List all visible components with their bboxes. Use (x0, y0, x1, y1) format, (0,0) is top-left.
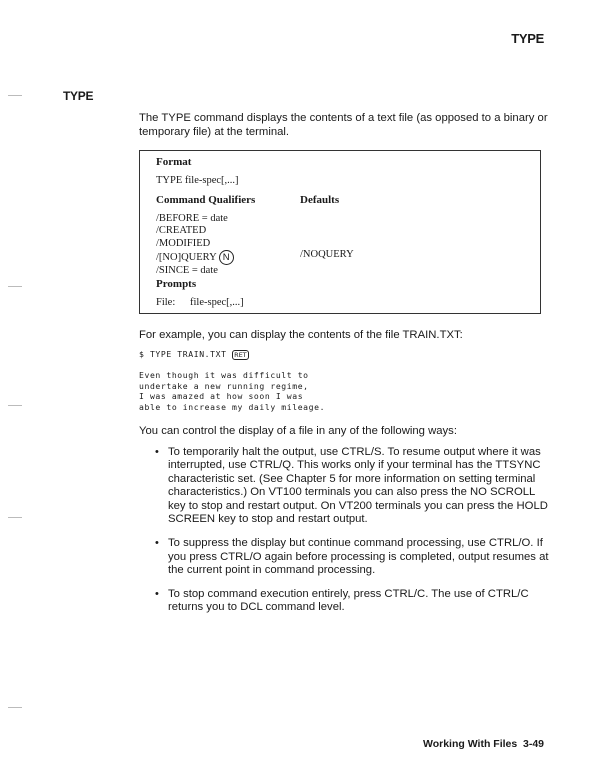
margin-mark (8, 405, 22, 406)
query-key-icon: N (219, 250, 234, 265)
return-key-icon: RET (234, 350, 247, 359)
margin-mark (8, 286, 22, 287)
qualifier-list (156, 213, 234, 277)
example-command-line (139, 349, 249, 360)
qualifier-before: /BEFORE = date (156, 213, 228, 224)
running-head: TYPE (511, 31, 544, 46)
control-intro: You can control the display of a file in any of the following ways: (139, 425, 457, 437)
margin-mark (8, 95, 22, 96)
page-number: 3-49 (523, 738, 545, 750)
output-line: Even though it was difficult to (139, 370, 309, 380)
bullet-item: • To stop command execution entirely, press CTRL/C. The use of CTRL/C returns you to DCL command level. (155, 588, 550, 615)
output-line: I was amazed at how soon I was (139, 391, 304, 402)
query-default: /NOQUERY (300, 249, 354, 260)
example-command: $ TYPE TRAIN.TXT (139, 349, 227, 359)
format-box (139, 150, 541, 314)
section-heading: TYPE (63, 89, 94, 103)
bullet-item: • To suppress the display but continue command processing, use CTRL/O. If you press CTRL/O again before processing is completed, output resumes at the current point in command processing. (155, 537, 550, 577)
margin-mark (8, 517, 22, 518)
prompts-label: Prompts (156, 278, 197, 290)
bullet-item: • To temporarily halt the output, use CTRL/S. To resume output where it was interrupted, use CTRL/Q. This works only if your terminal has the TTSYNC characteristic set. (See Chapter 5 for more information on setting terminal characteristics.) On VT100 terminals you can also press the NO SCROLL key to stop and restart output. On VT200 terminals you can press the HOLD SCREEN key to stop and restart output. (155, 446, 550, 526)
intro-paragraph: The TYPE command displays the contents of a text file (as opposed to a binary or temporary file) at the terminal. (139, 112, 548, 139)
footer-title: Working With Files (423, 738, 518, 750)
format-syntax: TYPE file-spec[,...] (156, 175, 239, 186)
qualifier-modified: /MODIFIED (156, 237, 211, 249)
qualifier-query: /[NO]QUERY (156, 251, 217, 263)
prompt-name: File: (156, 297, 176, 308)
output-line: able to increase my daily mileage. (139, 401, 326, 412)
example-intro: For example, you can display the contents of the file TRAIN.TXT: (139, 329, 463, 341)
qualifier-created: /CREATED (156, 225, 207, 237)
defaults-label: Defaults (300, 194, 340, 206)
qualifiers-label: Command Qualifiers (156, 194, 256, 206)
example-output (139, 370, 325, 412)
output-line: undertake a new running regime, (139, 380, 309, 391)
qualifier-since: /SINCE = date (156, 264, 218, 276)
format-label: Format (156, 156, 192, 168)
prompt-value: file-spec[,...] (190, 297, 244, 308)
qualifier-query-line (156, 250, 234, 265)
margin-mark (8, 707, 22, 708)
bullet-list (155, 446, 550, 625)
